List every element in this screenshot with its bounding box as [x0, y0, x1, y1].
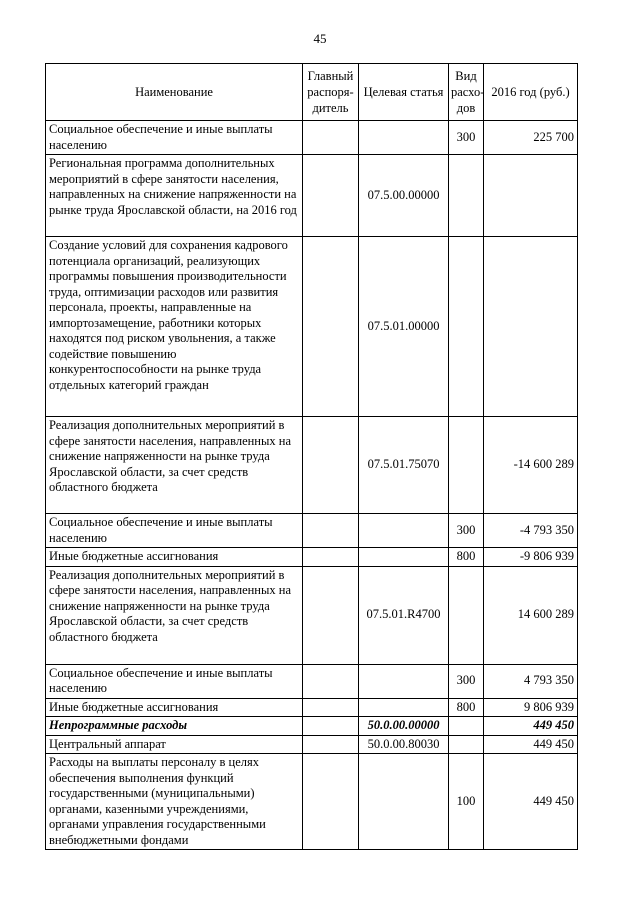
row-target — [359, 514, 449, 548]
row-admin — [303, 237, 359, 417]
row-type: 800 — [449, 548, 484, 567]
row-admin — [303, 698, 359, 717]
table-row — [46, 664, 578, 698]
row-name: Реализация дополнительных мероприятий в сфере занятости населения, направленных на снижение напряженности на рынке труда Ярославской области, за счет средств областного бюджета — [46, 417, 303, 514]
row-target: 07.5.01.75070 — [359, 417, 449, 514]
row-admin — [303, 566, 359, 664]
row-type — [449, 237, 484, 417]
header-chief-admin: Главный распоря-дитель — [303, 64, 359, 121]
row-name: Социальное обеспечение и иные выплаты населению — [46, 121, 303, 155]
row-target — [359, 664, 449, 698]
row-name: Расходы на выплаты персоналу в целях обеспечения выполнения функций государственными (муниципальными) органами, казенными учреждениями, органами управления государственными внебюджетными фондами — [46, 754, 303, 850]
table-row — [46, 566, 578, 664]
row-admin — [303, 121, 359, 155]
row-admin — [303, 155, 359, 237]
header-expense-type: Вид расхо-дов — [449, 64, 484, 121]
header-target-article: Целевая статья — [359, 64, 449, 121]
row-target — [359, 698, 449, 717]
row-type — [449, 735, 484, 754]
table-header-row — [46, 64, 578, 121]
row-amount: -4 793 350 — [484, 514, 578, 548]
table-row — [46, 417, 578, 514]
row-target: 07.5.01.R4700 — [359, 566, 449, 664]
table-row — [46, 698, 578, 717]
row-type: 300 — [449, 121, 484, 155]
row-name: Иные бюджетные ассигнования — [46, 548, 303, 567]
row-target: 07.5.00.00000 — [359, 155, 449, 237]
table-row — [46, 155, 578, 237]
row-name: Создание условий для сохранения кадрового потенциала организаций, реализующих программы повышения производительности труда, оптимизации расходов или развития персонала, проекты, направленные на импортозамещение, работники которых находятся под риском увольнения, а также содействие повышению конкурентоспособности на рынке труда отдельных категорий граждан — [46, 237, 303, 417]
budget-table — [45, 63, 578, 850]
row-admin — [303, 664, 359, 698]
row-amount: 14 600 289 — [484, 566, 578, 664]
row-type: 300 — [449, 514, 484, 548]
table-row — [46, 121, 578, 155]
row-name: Центральный аппарат — [46, 735, 303, 754]
row-type — [449, 717, 484, 736]
row-name: Социальное обеспечение и иные выплаты населению — [46, 664, 303, 698]
row-target — [359, 548, 449, 567]
row-name: Реализация дополнительных мероприятий в сфере занятости населения, направленных на снижение напряженности на рынке труда Ярославской области, за счет средств областного бюджета — [46, 566, 303, 664]
row-amount — [484, 237, 578, 417]
table-row — [46, 514, 578, 548]
row-amount: 9 806 939 — [484, 698, 578, 717]
row-type — [449, 417, 484, 514]
row-target — [359, 754, 449, 850]
row-type — [449, 155, 484, 237]
table-row — [46, 717, 578, 736]
page-number: 45 — [313, 31, 327, 46]
row-type: 100 — [449, 754, 484, 850]
row-type: 300 — [449, 664, 484, 698]
table-row — [46, 237, 578, 417]
row-amount — [484, 155, 578, 237]
row-amount: 449 450 — [484, 735, 578, 754]
row-amount: -14 600 289 — [484, 417, 578, 514]
row-type — [449, 566, 484, 664]
row-target — [359, 121, 449, 155]
row-name: Иные бюджетные ассигнования — [46, 698, 303, 717]
row-admin — [303, 514, 359, 548]
row-amount: 225 700 — [484, 121, 578, 155]
row-name: Непрограммные расходы — [46, 717, 303, 736]
row-admin — [303, 417, 359, 514]
row-name: Региональная программа дополнительных мероприятий в сфере занятости населения, направленных на снижение напряженности на рынке труда Ярославской области, на 2016 год — [46, 155, 303, 237]
row-admin — [303, 717, 359, 736]
header-year: 2016 год (руб.) — [484, 64, 578, 121]
row-amount: 449 450 — [484, 754, 578, 850]
row-admin — [303, 754, 359, 850]
row-amount: 449 450 — [484, 717, 578, 736]
row-type: 800 — [449, 698, 484, 717]
row-name: Социальное обеспечение и иные выплаты населению — [46, 514, 303, 548]
row-admin — [303, 735, 359, 754]
table-row — [46, 735, 578, 754]
row-target: 50.0.00.00000 — [359, 717, 449, 736]
table-row — [46, 754, 578, 850]
row-amount: -9 806 939 — [484, 548, 578, 567]
header-name: Наименование — [46, 64, 303, 121]
row-target: 07.5.01.00000 — [359, 237, 449, 417]
row-target: 50.0.00.80030 — [359, 735, 449, 754]
row-amount: 4 793 350 — [484, 664, 578, 698]
row-admin — [303, 548, 359, 567]
table-row — [46, 548, 578, 567]
